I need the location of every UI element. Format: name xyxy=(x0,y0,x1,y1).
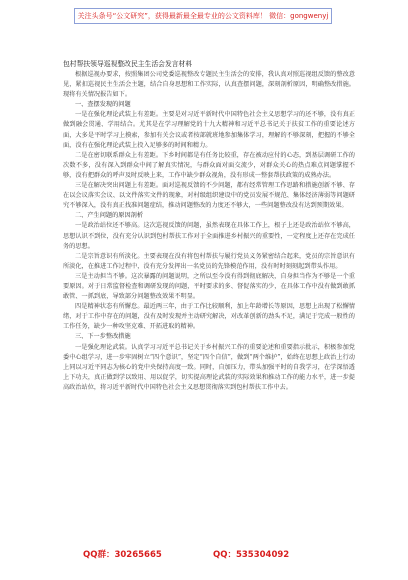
paragraph: 三是在解决突出问题上有差距。面对巡视反馈的不少问题，都有经常管理工作思路和措施创新不够、存在以会议落实会议、以文件落实文件的现象，对村级组织建设中的党员发展不规范、集体经济薄弱等问题研究不够深入，没有真正找准问题症结，推动问题整改的力度还不够大，一些问题整改没有达到预期效果。 xyxy=(63,182,355,210)
qq-contact-1: QQ群：30265665 xyxy=(83,550,162,560)
paragraph: 一是在强化理论武装上有差距。主要是对习近平新时代中国特色社会主义思想学习的还不够，没有真正做到融会贯通、学用结合。尤其是在学习理解党的十九大精神和习近平总书记关于扶贫工作的重要论述方面，大多是平时学习上摸索，参加有关会议或者按部就班地参加集体学习，理解的不够深刻，把握的不够全面，没有在强化理论武装上投入足够多的时间和精力。 xyxy=(63,111,355,149)
section-heading: 三、下一步整改措施 xyxy=(75,333,131,341)
document-body xyxy=(63,70,355,393)
qq-contact-2: QQ：535304092 xyxy=(213,550,290,560)
promo-banner: 关注头条号“公文研究”，获得最新最全最专业的公文资料库！ 微信：gongwenyj xyxy=(74,8,332,24)
paragraph: 二是宗旨意识有所淡化。主要表现在没有将包村帮扶与履行党员义务紧密结合起来，党员的宗旨意识有所淡化，在推进工作过程中，没有充分发挥出一名党员的先锋模范作用，没有时时刻刻起到带头作用。 xyxy=(63,252,355,270)
paragraph: 根据巡视办要求，按照集团公司党委巡视整改专题民主生活会的安排，我认真对照巡视组反馈的整改意见，紧扣巡视民主生活会主题，结合自身思想和工作实际，认真查摆问题，深刻剖析原因，明确整改措施。现将有关情况报告如下。 xyxy=(63,71,355,99)
section-heading: 二、产生问题的原因剖析 xyxy=(75,212,144,220)
contact-footer xyxy=(63,548,343,562)
paragraph: 四是精神状态有所懈怠。最近两三年，由于工作比较顺利，加上年龄增长等原因，思想上出现了松懈情绪，对于工作中存在的问题，没有及时发现并主动研究解决，对改革创新的劲头不足，满足于完成一般性的工作任务，缺少一种攻坚克难、开拓进取的精神。 xyxy=(63,303,355,331)
paragraph: 一是政治站位还不够高。这次巡视反馈的问题，虽然表现在具体工作上，根子上还是政治站位不够高，思想认识不到位，没有充分认识到包村帮扶工作对于全面推进乡村振兴的重要性，一定程度上还存在完成任务的思想。 xyxy=(63,222,355,250)
paragraph: 二是在密切联系群众上有差距。下乡时间都是有任务比较重，存在被动应付的心态，到基层调研工作的次数不多，没有深入到群众中间了解真实情况，与群众面对面交流少，对群众关心的热点难点问题掌握不够，没有把群众的呼声及时反映上来，工作中缺少群众视角，没有形成一整套帮扶政策的成熟办法。 xyxy=(63,151,355,179)
paragraph: 一是强化理论武装。认真学习习近平总书记关于乡村振兴工作的重要论述和重要指示批示，积极参加党委中心组学习，进一步牢固树立“四个意识”，坚定“四个自信”，做到“两个维护”，始终在思想上政治上行动上同以习近平同志为核心的党中央保持高度一致。同时，自加压力，带头加强平时的自我学习，在学深悟透上下功夫，真正做到学以致用、用以促学，切实提高理论武装的实际效果和推动工作的能力水平，进一步提高政治站位，将习近平新时代中国特色社会主义思想贯彻落实到包村帮扶工作中去。 xyxy=(63,343,355,391)
paragraph: 三是主动担当不够。这次暴露的问题说明，之所以至今没有得到彻底解决，自身担当作为不够是一个重要原因。对于日常监督检查和调研发现的问题，平时要求的多、督促落实的少，在具体工作中没有做到敢抓敢管、一抓到底，导致部分问题整改效果不明显。 xyxy=(63,272,355,301)
document-title: 包村帮扶领导巡视整改民主生活会发言材料 xyxy=(63,60,193,68)
section-heading: 一、查摆发现的问题 xyxy=(75,101,131,109)
